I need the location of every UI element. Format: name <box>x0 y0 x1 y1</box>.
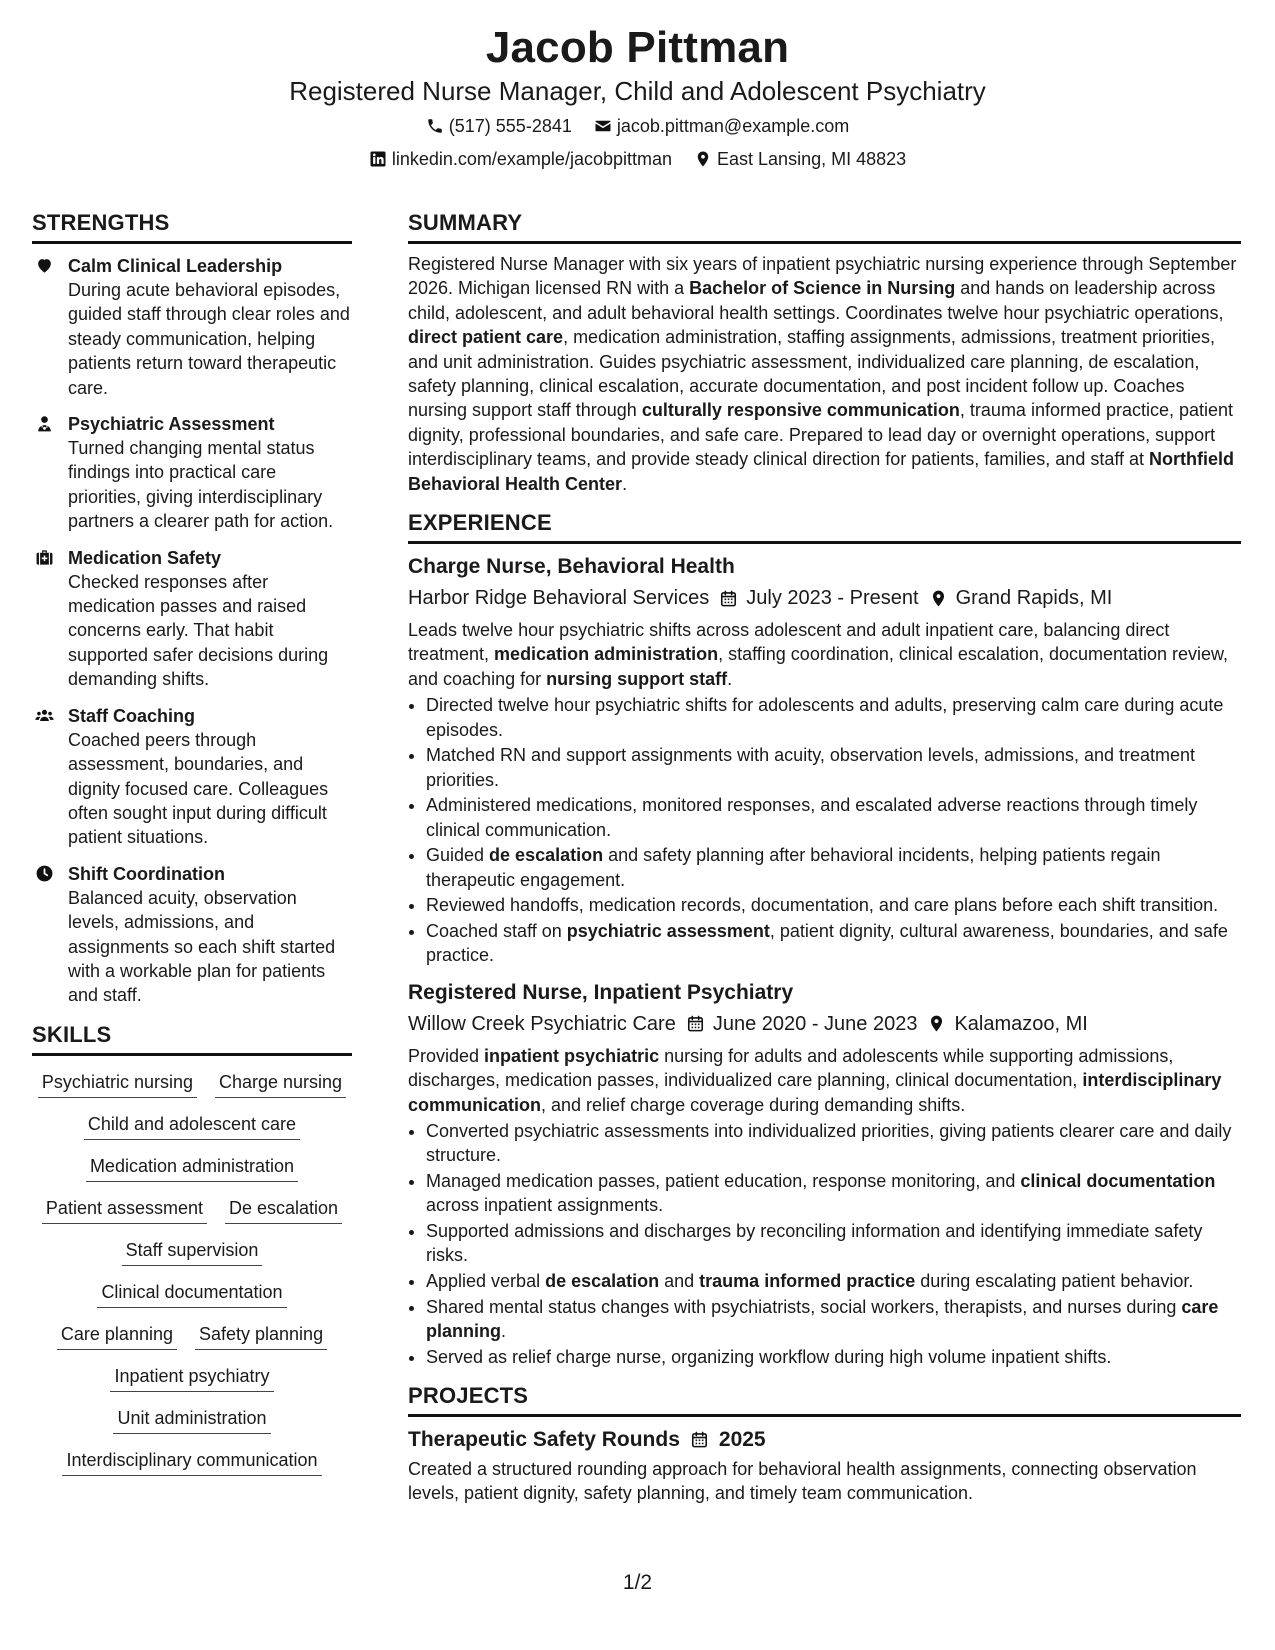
resume-header <box>0 22 1275 171</box>
skill-tag: Medication administration <box>86 1154 298 1182</box>
job-intro: Provided inpatient psychiatric nursing for adults and adolescents while supporting admissions, discharges, medication passes, individualized care planning, clinical documentation, interdisciplinary communication, and relief charge coverage during demanding shifts. <box>408 1045 1222 1115</box>
page-number: 1/2 <box>622 1571 653 1594</box>
strength-desc: During acute behavioral episodes, guided staff through clear roles and steady communication, helping patients return toward therapeutic care. <box>68 280 350 398</box>
bullet-item: • Coached staff on psychiatric assessment, patient dignity, cultural awareness, boundaries, and safe practice. <box>426 919 1241 968</box>
map-pin-icon <box>927 1014 946 1033</box>
project-header <box>408 1425 1241 1455</box>
strength-title: Calm Clinical Leadership <box>68 256 283 276</box>
skill-row <box>32 1322 352 1350</box>
strength-desc: Checked responses after medication passes and raised concerns early. That habit supported safer decisions during demanding shifts. <box>68 571 329 690</box>
strength-desc: Turned changing mental status findings into practical care priorities, giving interdisciplinary partners a clearer path for action. <box>68 438 334 532</box>
contact-row-2 <box>0 147 1275 171</box>
skill-row <box>32 1070 352 1098</box>
skill-row <box>32 1280 352 1308</box>
right-column <box>408 210 1241 1506</box>
bullet-item: • Reviewed handoffs, medication records, documentation, and care plans before each shift transition. <box>426 893 1241 917</box>
contact-email[interactable] <box>594 114 849 138</box>
strength-desc: Coached peers through assessment, boundaries, and dignity focused care. Colleagues often sought input during difficult patient situations. <box>68 729 329 848</box>
summary-text: Registered Nurse Manager with six years of inpatient psychiatric nursing experience through September 2026. Michigan licensed RN with a Bachelor of Science in Nursing and hands on leadership across child, adolescent, and adult behavioral health settings. Coordinates twelve hour psychiatric operations, direct patient care, medication administration, staffing assignments, admissions, treatment priorities, and unit administration. Guides psychiatric assessment, individualized care planning, de escalation, safety planning, clinical escalation, accurate documentation, and post incident follow up. Coaches nursing support staff through culturally responsive communication, trauma informed practice, patient dignity, professional boundaries, and safe care. Prepared to lead day or overnight operations, support interdisciplinary teams, and provide steady clinical direction for patients, families, and staff at Northfield Behavioral Health Center. <box>408 254 1237 494</box>
contact-phone[interactable] <box>426 114 572 138</box>
contact-linkedin[interactable] <box>369 147 672 171</box>
skill-row <box>32 1196 352 1224</box>
skill-tag: Safety planning <box>195 1322 327 1350</box>
phone-text: (517) 555-2841 <box>448 116 572 136</box>
job-title: Charge Nurse, Behavioral Health <box>408 555 735 579</box>
project-desc: Created a structured rounding approach for behavioral health assignments, connecting observation levels, patient dignity, safety planning, and timely team communication. <box>408 1458 1197 1504</box>
skill-tag: Interdisciplinary communication <box>62 1448 321 1476</box>
job-bullets <box>408 693 1241 967</box>
job-location: Kalamazoo, MI <box>954 1012 1088 1035</box>
job-meta <box>408 1010 1241 1038</box>
skill-tag: Child and adolescent care <box>84 1112 300 1140</box>
candidate-headline: Registered Nurse Manager, Child and Adolescent Psychiatry <box>289 76 986 106</box>
job-dates: July 2023 - Present <box>746 587 919 610</box>
clock-icon <box>35 864 54 883</box>
bullet-item: • Matched RN and support assignments with acuity, observation levels, admissions, and treatment priorities. <box>426 743 1241 792</box>
projects-heading: PROJECTS <box>408 1383 1241 1417</box>
strength-title: Staff Coaching <box>68 705 196 726</box>
skills-list <box>32 1070 352 1476</box>
linkedin-text: linkedin.com/example/jacobpittman <box>391 149 673 169</box>
project-year: 2025 <box>718 1427 766 1451</box>
skill-row <box>32 1112 352 1140</box>
bullet-item: • Guided de escalation and safety planning after behavioral incidents, helping patients regain therapeutic engagement. <box>426 843 1241 892</box>
bullet-item: • Supported admissions and discharges by reconciling information and identifying immediate safety risks. <box>426 1219 1241 1268</box>
job-company: Willow Creek Psychiatric Care <box>408 1012 676 1035</box>
strengths-heading: STRENGTHS <box>32 210 352 244</box>
summary-heading: SUMMARY <box>408 210 1241 244</box>
project-title: Therapeutic Safety Rounds <box>408 1427 680 1451</box>
skills-heading: SKILLS <box>32 1022 352 1056</box>
job-company: Harbor Ridge Behavioral Services <box>408 587 710 610</box>
strength-desc: Balanced acuity, observation levels, admissions, and assignments so each shift started with a workable plan for patients and staff. <box>68 887 336 1006</box>
skill-tag: Unit administration <box>113 1406 270 1434</box>
strength-item <box>32 254 352 400</box>
location-text: East Lansing, MI 48823 <box>717 149 907 169</box>
job-bullets <box>408 1119 1241 1369</box>
bullet-item: • Served as relief charge nurse, organizing workflow during high volume inpatient shifts. <box>426 1345 1241 1369</box>
experience-heading: EXPERIENCE <box>408 510 1241 544</box>
skill-tag: Charge nursing <box>215 1070 346 1098</box>
envelope-icon <box>594 117 612 135</box>
strengths-list <box>32 254 352 1008</box>
calendar-icon <box>686 1014 705 1033</box>
bullet-item: • Managed medication passes, patient education, response monitoring, and clinical documentation across inpatient assignments. <box>426 1169 1241 1218</box>
left-column <box>32 210 352 1476</box>
strength-item <box>32 862 352 1008</box>
phone-icon <box>426 117 444 135</box>
strength-item <box>32 704 352 850</box>
bullet-item: • Directed twelve hour psychiatric shifts for adolescents and adults, preserving calm care during acute episodes. <box>426 693 1241 742</box>
calendar-icon <box>719 589 738 608</box>
calendar-icon <box>690 1430 709 1449</box>
skill-row <box>32 1238 352 1266</box>
skill-tag: Psychiatric nursing <box>38 1070 197 1098</box>
bullet-item: • Converted psychiatric assessments into individualized priorities, giving patients clearer care and daily structure. <box>426 1119 1241 1168</box>
heart-icon <box>35 256 54 275</box>
contact-row-1 <box>0 114 1275 138</box>
job-title: Registered Nurse, Inpatient Psychiatry <box>408 980 794 1004</box>
skill-tag: Care planning <box>57 1322 177 1350</box>
skill-tag: De escalation <box>225 1196 342 1224</box>
strength-item <box>32 546 352 692</box>
candidate-name: Jacob Pittman <box>485 23 790 72</box>
job-dates: June 2020 - June 2023 <box>712 1012 918 1035</box>
linkedin-icon <box>369 150 387 168</box>
job-entry <box>408 978 1241 1369</box>
strength-title: Medication Safety <box>68 547 222 568</box>
bullet-item: • Administered medications, monitored responses, and escalated adverse reactions through timely clinical communication. <box>426 793 1241 842</box>
skill-tag: Clinical documentation <box>97 1280 286 1308</box>
skill-tag: Staff supervision <box>122 1238 263 1266</box>
job-location: Grand Rapids, MI <box>955 587 1113 610</box>
map-pin-icon <box>929 589 948 608</box>
skill-tag: Inpatient psychiatry <box>110 1364 273 1392</box>
bullet-item: • Applied verbal de escalation and trauma informed practice during escalating patient behavior. <box>426 1269 1241 1293</box>
skill-row <box>32 1154 352 1182</box>
contact-location <box>694 147 906 171</box>
skill-row <box>32 1364 352 1392</box>
medkit-icon <box>35 548 54 567</box>
map-pin-icon <box>694 150 712 168</box>
skill-tag: Patient assessment <box>42 1196 207 1224</box>
skill-row <box>32 1448 352 1476</box>
user-doctor-icon <box>35 414 54 433</box>
bullet-item: • Shared mental status changes with psychiatrists, social workers, therapists, and nurses during care planning. <box>426 1295 1241 1344</box>
strength-title: Psychiatric Assessment <box>68 414 275 435</box>
job-entry <box>408 552 1241 968</box>
users-icon <box>35 706 54 725</box>
email-text: jacob.pittman@example.com <box>616 116 850 136</box>
job-intro: Leads twelve hour psychiatric shifts across adolescent and adult inpatient care, balancing direct treatment, medication administration, staffing coordination, clinical escalation, documentation review, and coaching for nursing support staff. <box>408 620 1229 689</box>
strength-title: Shift Coordination <box>68 863 225 884</box>
job-meta <box>408 584 1241 612</box>
strength-item <box>32 412 352 534</box>
skill-row <box>32 1406 352 1434</box>
